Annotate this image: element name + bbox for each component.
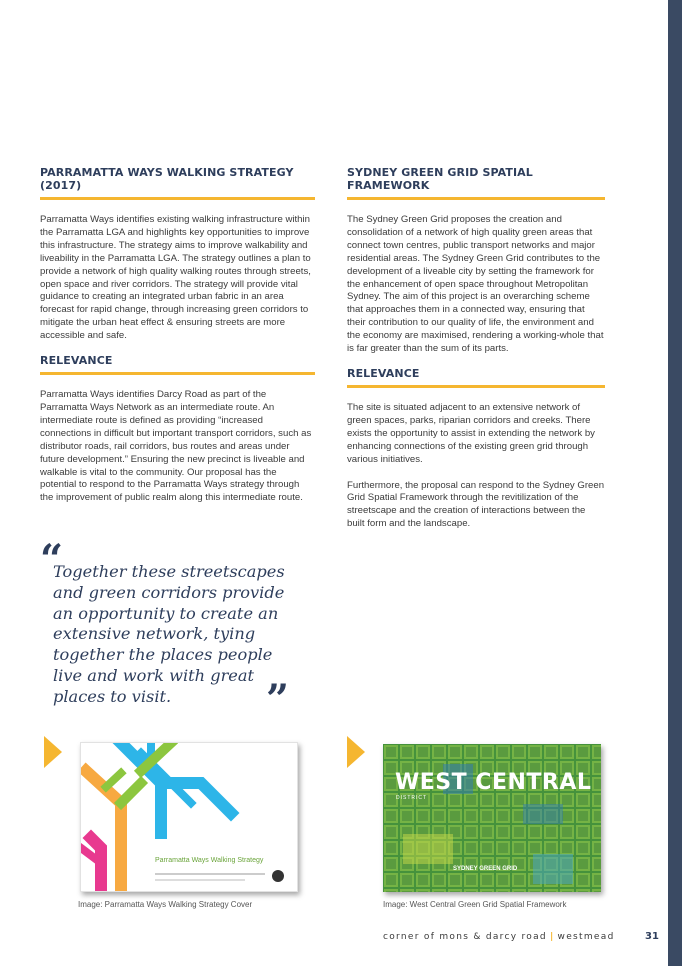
west-central-cover-image xyxy=(383,744,601,892)
pull-quote xyxy=(40,536,300,723)
triangle-marker-icon xyxy=(347,736,365,768)
relevance-body-left: Parramatta Ways identifies Darcy Road as part of the Parramatta Ways Network as an intermediate route. An intermediate route is defined as providing “increased connections in difficult but important transport corridors, such as distributor roads, rail corridors, bus routes and areas under future development.” Ensuring the new precinct is liveable and walkable is vital to the community. Our proposal has the potential to respond to the Parramatta Ways strategy through the improvement of public realm along this intermediate route. xyxy=(40,389,312,504)
network-graphic-icon xyxy=(81,743,297,891)
footer-separator: | xyxy=(549,932,555,942)
heading-rule xyxy=(347,197,605,200)
relevance-body-right-1: The site is situated adjacent to an extensive network of green spaces, parks, riparian corridors and creeks. There exists the opportunity to assist in extending the network by enhancing connections of the existing green grid through various initiatives. xyxy=(347,401,595,465)
page-number: 31 xyxy=(645,931,659,942)
open-quote-icon: “ xyxy=(40,536,64,583)
heading-rule xyxy=(347,385,605,388)
relevance-heading-right: RELEVANCE xyxy=(347,366,420,380)
relevance-heading-left: RELEVANCE xyxy=(40,354,113,368)
right-cover-label: SYDNEY GREEN GRID xyxy=(453,866,518,872)
footer-title-suburb: westmead xyxy=(557,932,615,942)
heading-rule xyxy=(40,372,315,375)
left-column xyxy=(40,166,315,505)
green-grid-heading: SYDNEY GREEN GRID SPATIAL FRAMEWORK xyxy=(347,166,533,192)
page-edge-bar xyxy=(668,0,682,966)
footer-title xyxy=(383,932,615,943)
green-grid-body: The Sydney Green Grid proposes the creation and consolidation of a network of high quality green areas that connect town centres, public transport networks and major residential areas. The Sydney Green Grid contributes to the development of a liveable city by setting the framework for the enhancement of open space throughout Metropolitan Sydney. The aim of this project is an overarching scheme that approaches them in a connected way, ensuring that their contribution to our quality of life, the environment and the economy are maximised, rendering a working-whole that is far greater than the sum of its parts. xyxy=(347,214,604,355)
close-quote-icon: ” xyxy=(266,676,290,723)
triangle-marker-icon xyxy=(44,736,62,768)
quote-text: Together these streetscapes and green corridors provide an opportunity to create an extensive network, tying together the places people live and work with great places to visit. xyxy=(53,562,285,706)
left-image-caption: Image: Parramatta Ways Walking Strategy Cover xyxy=(78,900,253,909)
heading-rule xyxy=(40,197,315,200)
right-image-caption: Image: West Central Green Grid Spatial Framework xyxy=(383,900,567,909)
relevance-body-right-2: Furthermore, the proposal can respond to the Sydney Green Grid Spatial Framework through the revitilization of the streetscape and the creation of interactions between the built form and the landscape. xyxy=(347,479,605,530)
right-cover-subtitle: DISTRICT xyxy=(396,795,428,801)
strategy-heading: PARRAMATTA WAYS WALKING STRATEGY (2017) xyxy=(40,166,294,192)
parramatta-ways-cover-image xyxy=(80,742,298,892)
left-cover-title: Parramatta Ways Walking Strategy xyxy=(155,857,264,864)
strategy-body: Parramatta Ways identifies existing walking infrastructure within the Parramatta LGA and highlights key opportunities to improve this infrastructure. The strategy aims to improve walkability and liveability in the Parramatta LGA. The strategy outlines a plan to provide a network of high quality walking routes through streets, open space and river corridors. The strategy will provide vital guidance to creating an integrated urban fabric in an area forecast for rapid change, through increasing green corridors to mitigate the urban heat effect & ensuring streets are more accessible and safe. xyxy=(40,214,311,342)
right-cover-title: WEST CENTRAL xyxy=(395,770,592,795)
footer-title-address: corner of mons & darcy road xyxy=(383,932,547,942)
right-column xyxy=(347,166,605,531)
